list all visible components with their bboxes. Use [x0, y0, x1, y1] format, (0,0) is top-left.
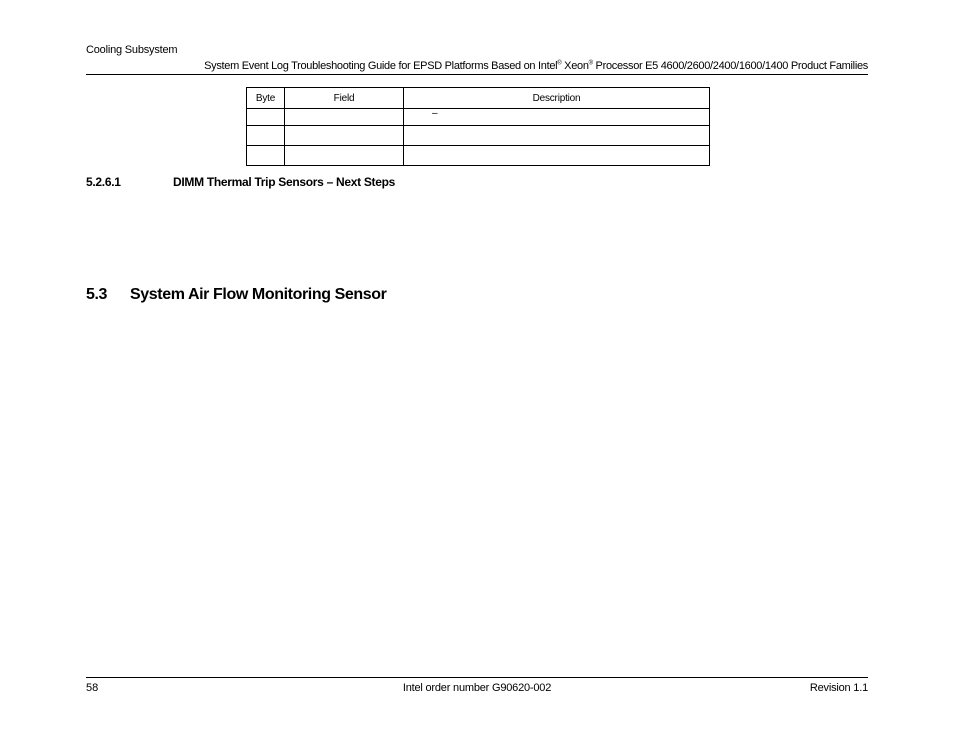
table-cell-byte	[247, 126, 285, 146]
section-heading	[86, 286, 386, 304]
table-header-row	[247, 88, 710, 109]
table-cell-byte	[247, 146, 285, 166]
title-suffix: Processor E5 4600/2600/2400/1600/1400 Product Families	[592, 60, 868, 72]
page-number: 58	[86, 682, 99, 694]
table-row	[247, 126, 710, 146]
event-data-table	[246, 87, 710, 166]
running-header-title	[204, 60, 868, 72]
table-cell-description: –	[404, 109, 710, 126]
table-row	[247, 146, 710, 166]
title-middle: Xeon	[561, 60, 589, 72]
section-number: 5.3	[86, 286, 108, 303]
table-cell-description	[404, 126, 710, 146]
table-cell-field	[285, 126, 404, 146]
subsection-number: 5.2.6.1	[86, 175, 121, 189]
revision-label: Revision 1.1	[809, 682, 868, 694]
footer-divider	[86, 677, 868, 678]
title-prefix: System Event Log Troubleshooting Guide for EPSD Platforms Based on Intel	[204, 60, 558, 72]
subsection-heading	[86, 175, 395, 189]
trademark-mark: ®	[557, 60, 562, 67]
column-header-byte: Byte	[247, 88, 285, 109]
table-cell-description	[404, 146, 710, 166]
header-divider	[86, 74, 868, 75]
column-header-description: Description	[404, 88, 710, 109]
table-cell-field	[285, 146, 404, 166]
table-cell-byte	[247, 109, 285, 126]
table-row	[247, 109, 710, 126]
section-title: System Air Flow Monitoring Sensor	[130, 286, 387, 303]
subsection-title: DIMM Thermal Trip Sensors – Next Steps	[173, 175, 395, 189]
running-header-section: Cooling Subsystem	[86, 44, 178, 56]
column-header-field: Field	[285, 88, 404, 109]
trademark-mark: ®	[588, 60, 593, 67]
order-number: Intel order number G90620-002	[402, 682, 552, 694]
table-cell-field	[285, 109, 404, 126]
